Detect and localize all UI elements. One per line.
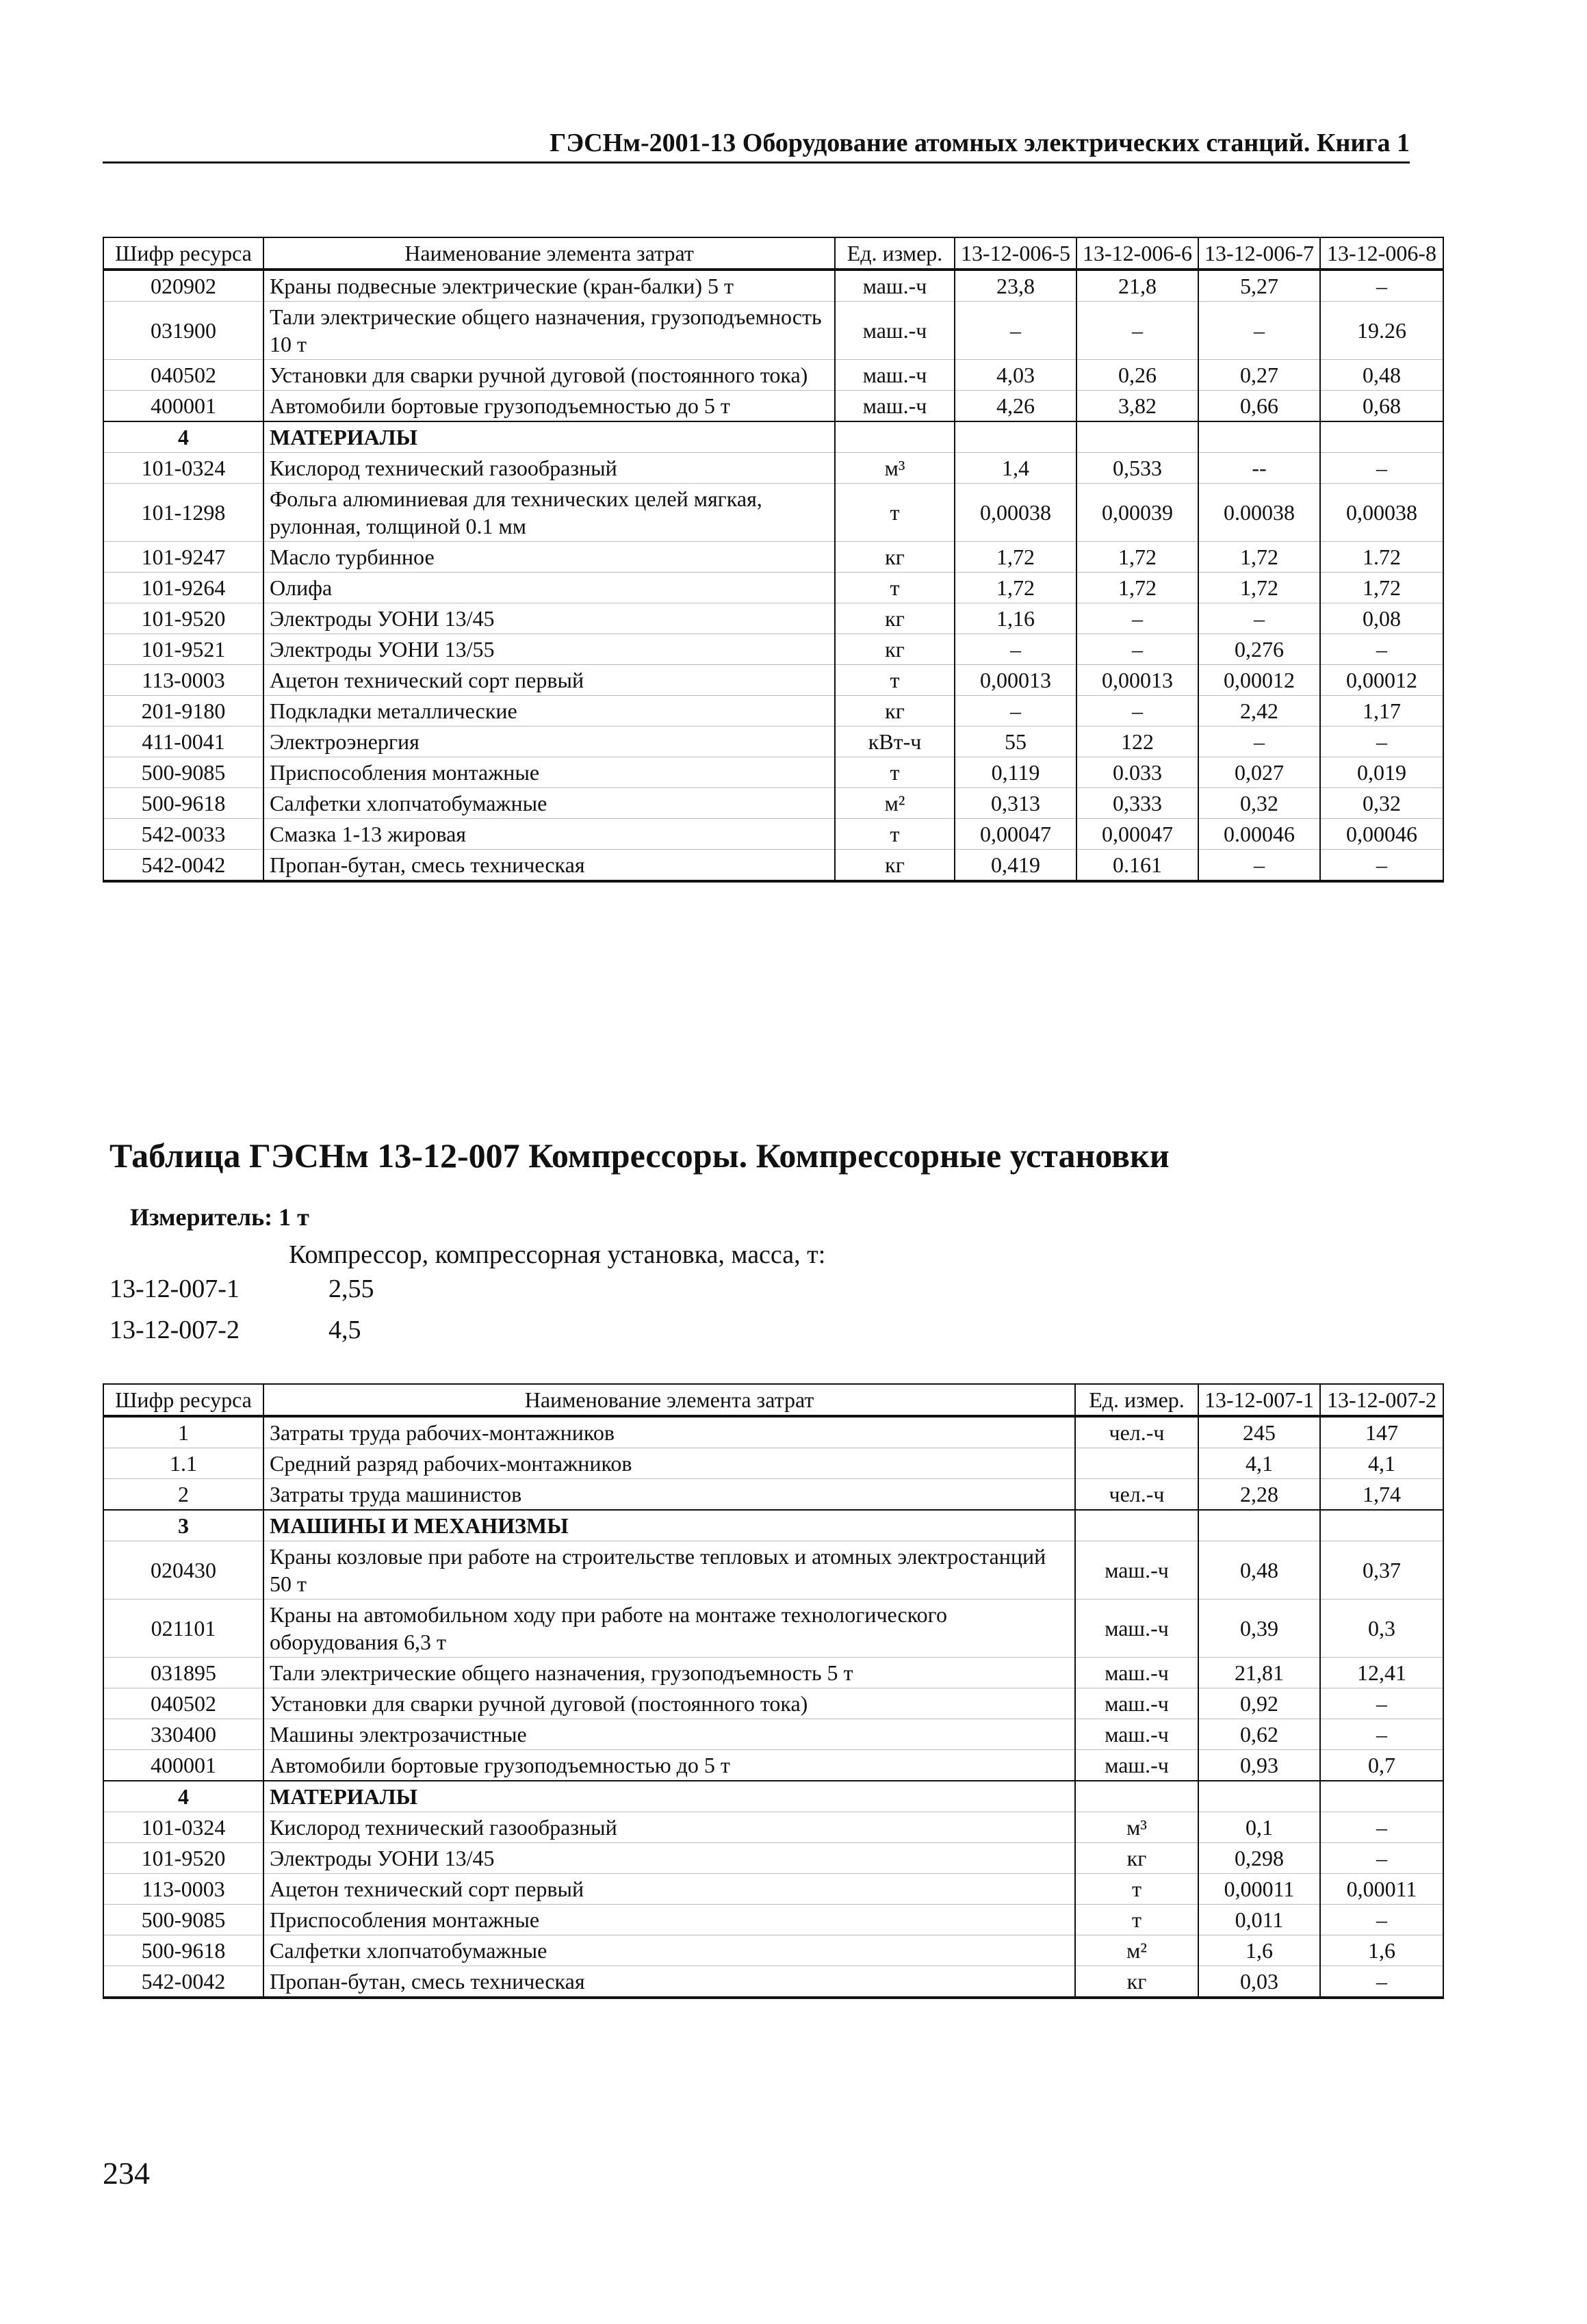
value-cell: 245	[1198, 1416, 1320, 1448]
resource-code-cell: 500-9618	[103, 788, 263, 819]
unit-cell	[1075, 1781, 1198, 1812]
column-header: 13-12-006-5	[955, 237, 1076, 270]
table-row	[103, 1812, 1443, 1843]
value-cell: --	[1198, 453, 1320, 484]
resource-name-cell: Приспособления монтажные	[263, 1905, 1075, 1935]
unit-cell: чел.-ч	[1075, 1416, 1198, 1448]
unit-cell: т	[835, 819, 955, 850]
value-cell: 0,011	[1198, 1905, 1320, 1935]
table-row	[103, 484, 1443, 542]
resource-code-cell: 2	[103, 1479, 263, 1511]
table-row	[103, 1658, 1443, 1688]
resource-name-cell: Краны на автомобильном ходу при работе на монтаже технологического оборудования 6,3 т	[263, 1600, 1075, 1658]
value-cell: –	[1198, 727, 1320, 757]
table-row	[103, 665, 1443, 696]
table-row	[103, 270, 1443, 302]
value-cell: 0.00038	[1198, 484, 1320, 542]
value-cell: 0,7	[1320, 1750, 1443, 1781]
value-cell: –	[1320, 1688, 1443, 1719]
value-cell: –	[1320, 634, 1443, 665]
resource-name-cell: МАШИНЫ И МЕХАНИЗМЫ	[263, 1510, 1075, 1541]
unit-cell: маш.-ч	[835, 360, 955, 391]
value-cell: 0,333	[1076, 788, 1198, 819]
resource-code-cell: 101-0324	[103, 1812, 263, 1843]
value-cell: –	[1076, 302, 1198, 360]
resource-name-cell: Средний разряд рабочих-монтажников	[263, 1448, 1075, 1479]
section-row	[103, 421, 1443, 453]
table-row	[103, 788, 1443, 819]
value-cell: 1,4	[955, 453, 1076, 484]
value-cell: 1,72	[1076, 542, 1198, 573]
value-cell: 23,8	[955, 270, 1076, 302]
unit-cell: т	[835, 573, 955, 603]
table-row	[103, 634, 1443, 665]
section-row	[103, 1781, 1443, 1812]
unit-cell: маш.-ч	[835, 302, 955, 360]
value-cell: –	[1198, 302, 1320, 360]
resource-code-cell: 3	[103, 1510, 263, 1541]
unit-cell: маш.-ч	[1075, 1750, 1198, 1781]
value-cell: 0,48	[1198, 1541, 1320, 1600]
value-cell: –	[1320, 727, 1443, 757]
value-cell: 0,00038	[955, 484, 1076, 542]
resource-code-cell: 500-9085	[103, 757, 263, 788]
value-cell: 5,27	[1198, 270, 1320, 302]
table-row	[103, 1843, 1443, 1874]
description-text: Компрессор, компрессорная установка, масса, т:	[289, 1240, 826, 1269]
value-cell: –	[1320, 1719, 1443, 1750]
resource-name-cell: Электроэнергия	[263, 727, 835, 757]
value-cell: 0.161	[1076, 850, 1198, 882]
resource-code-cell: 101-9520	[103, 1843, 263, 1874]
resource-code-cell: 020430	[103, 1541, 263, 1600]
resource-code-cell: 101-0324	[103, 453, 263, 484]
table-row	[103, 1600, 1443, 1658]
unit-cell: кг	[1075, 1966, 1198, 1998]
value-cell: –	[955, 696, 1076, 727]
resource-code-cell: 542-0042	[103, 1966, 263, 1998]
resource-name-cell: Кислород технический газообразный	[263, 453, 835, 484]
resource-name-cell: Электроды УОНИ 13/55	[263, 634, 835, 665]
column-header: 13-12-007-2	[1320, 1384, 1443, 1416]
value-cell: 0,27	[1198, 360, 1320, 391]
resource-code-cell: 542-0042	[103, 850, 263, 882]
value-cell: 0,03	[1198, 1966, 1320, 1998]
value-cell: 12,41	[1320, 1658, 1443, 1688]
value-cell: 4,03	[955, 360, 1076, 391]
value-cell	[1198, 421, 1320, 453]
value-cell: 4,1	[1320, 1448, 1443, 1479]
table-row	[103, 850, 1443, 882]
value-cell: –	[1320, 1905, 1443, 1935]
table-row	[103, 1719, 1443, 1750]
table-row	[103, 1750, 1443, 1781]
value-cell: 0,3	[1320, 1600, 1443, 1658]
resource-code-cell: 500-9618	[103, 1935, 263, 1966]
item-value: 4,5	[328, 1316, 361, 1344]
value-cell: 0,93	[1198, 1750, 1320, 1781]
value-cell: 0.00046	[1198, 819, 1320, 850]
value-cell: –	[955, 634, 1076, 665]
table-row	[103, 1416, 1443, 1448]
table-row	[103, 453, 1443, 484]
resource-name-cell: Электроды УОНИ 13/45	[263, 603, 835, 634]
resource-name-cell: Ацетон технический сорт первый	[263, 1874, 1075, 1905]
value-cell: 0,00047	[1076, 819, 1198, 850]
unit-cell: т	[835, 665, 955, 696]
value-cell: 0,027	[1198, 757, 1320, 788]
value-cell: 0,39	[1198, 1600, 1320, 1658]
value-cell: 0,00012	[1198, 665, 1320, 696]
column-header: 13-12-006-7	[1198, 237, 1320, 270]
table-row	[103, 1688, 1443, 1719]
resource-table-007	[103, 1383, 1444, 1999]
value-cell: –	[1320, 1843, 1443, 1874]
value-cell: 0,48	[1320, 360, 1443, 391]
value-cell: 2,28	[1198, 1479, 1320, 1511]
resource-name-cell: Пропан-бутан, смесь техническая	[263, 850, 835, 882]
resource-name-cell: Краны козловые при работе на строительстве тепловых и атомных электростанций 50 т	[263, 1541, 1075, 1600]
value-cell: 0,00013	[1076, 665, 1198, 696]
unit-cell	[1075, 1510, 1198, 1541]
resource-name-cell: Ацетон технический сорт первый	[263, 665, 835, 696]
unit-cell: чел.-ч	[1075, 1479, 1198, 1511]
value-cell: 0,1	[1198, 1812, 1320, 1843]
resource-code-cell: 201-9180	[103, 696, 263, 727]
resource-name-cell: Приспособления монтажные	[263, 757, 835, 788]
resource-name-cell: Тали электрические общего назначения, грузоподъемность 10 т	[263, 302, 835, 360]
value-cell: 0,00013	[955, 665, 1076, 696]
value-cell: 0,298	[1198, 1843, 1320, 1874]
resource-code-cell: 4	[103, 1781, 263, 1812]
page-number: 234	[103, 2156, 150, 2191]
column-header: 13-12-006-8	[1320, 237, 1443, 270]
value-cell: 0,00038	[1320, 484, 1443, 542]
unit-cell: м³	[1075, 1812, 1198, 1843]
page-header: ГЭСНм-2001-13 Оборудование атомных электрических станций. Книга 1	[103, 126, 1410, 164]
unit-cell: маш.-ч	[835, 270, 955, 302]
resource-name-cell: Фольга алюминиевая для технических целей мягкая, рулонная, толщиной 0.1 мм	[263, 484, 835, 542]
resource-name-cell: Пропан-бутан, смесь техническая	[263, 1966, 1075, 1998]
value-cell: 4,1	[1198, 1448, 1320, 1479]
value-cell: 1,72	[1076, 573, 1198, 603]
table-row	[103, 1479, 1443, 1511]
table-title: Таблица ГЭСНм 13-12-007 Компрессоры. Компрессорные установки	[109, 1136, 1170, 1175]
unit-cell: маш.-ч	[835, 391, 955, 422]
value-cell: –	[1320, 1966, 1443, 1998]
unit-cell: кг	[1075, 1843, 1198, 1874]
value-cell: 122	[1076, 727, 1198, 757]
value-cell: 1.72	[1320, 542, 1443, 573]
resource-table-006	[103, 237, 1444, 883]
table-row	[103, 1448, 1443, 1479]
unit-cell: т	[1075, 1905, 1198, 1935]
resource-name-cell: Затраты труда рабочих-монтажников	[263, 1416, 1075, 1448]
value-cell: 0,26	[1076, 360, 1198, 391]
column-header: Ед. измер.	[835, 237, 955, 270]
resource-code-cell: 101-9264	[103, 573, 263, 603]
value-cell: –	[1320, 270, 1443, 302]
unit-cell: т	[1075, 1874, 1198, 1905]
value-cell: 55	[955, 727, 1076, 757]
unit-cell: маш.-ч	[1075, 1600, 1198, 1658]
unit-cell	[835, 421, 955, 453]
value-cell	[1320, 1781, 1443, 1812]
resource-code-cell: 101-9520	[103, 603, 263, 634]
unit-cell: кг	[835, 542, 955, 573]
resource-name-cell: Подкладки металлические	[263, 696, 835, 727]
unit-cell: кг	[835, 850, 955, 882]
table-row	[103, 727, 1443, 757]
table-row	[103, 696, 1443, 727]
value-cell: –	[1320, 850, 1443, 882]
table-row	[103, 1935, 1443, 1966]
item-code: 13-12-007-2	[109, 1316, 240, 1344]
resource-name-cell: Краны подвесные электрические (кран-балки) 5 т	[263, 270, 835, 302]
resource-code-cell: 1.1	[103, 1448, 263, 1479]
column-header: Шифр ресурса	[103, 1384, 263, 1416]
table-row	[103, 302, 1443, 360]
value-cell: –	[1320, 453, 1443, 484]
unit-cell: кг	[835, 696, 955, 727]
resource-code-cell: 113-0003	[103, 665, 263, 696]
value-cell: 0,62	[1198, 1719, 1320, 1750]
resource-code-cell: 400001	[103, 391, 263, 422]
resource-code-cell: 411-0041	[103, 727, 263, 757]
resource-code-cell: 4	[103, 421, 263, 453]
resource-code-cell: 101-9247	[103, 542, 263, 573]
item-value: 2,55	[328, 1275, 374, 1303]
unit-cell: маш.-ч	[1075, 1658, 1198, 1688]
resource-name-cell: МАТЕРИАЛЫ	[263, 421, 835, 453]
resource-name-cell: Автомобили бортовые грузоподъемностью до 5 т	[263, 391, 835, 422]
resource-name-cell: Машины электрозачистные	[263, 1719, 1075, 1750]
value-cell: 0,32	[1320, 788, 1443, 819]
value-cell: –	[1198, 850, 1320, 882]
resource-code-cell: 021101	[103, 1600, 263, 1658]
value-cell: 0,92	[1198, 1688, 1320, 1719]
value-cell: 1,72	[1320, 573, 1443, 603]
value-cell: 0,533	[1076, 453, 1198, 484]
resource-name-cell: Установки для сварки ручной дуговой (постоянного тока)	[263, 360, 835, 391]
value-cell: –	[1076, 603, 1198, 634]
resource-name-cell: МАТЕРИАЛЫ	[263, 1781, 1075, 1812]
value-cell	[1076, 421, 1198, 453]
value-cell: 1,6	[1198, 1935, 1320, 1966]
table-header-row	[103, 1384, 1443, 1416]
value-cell: 0,00011	[1320, 1874, 1443, 1905]
value-cell	[1198, 1781, 1320, 1812]
resource-name-cell: Олифа	[263, 573, 835, 603]
resource-code-cell: 101-1298	[103, 484, 263, 542]
table-row	[103, 757, 1443, 788]
value-cell: 0,313	[955, 788, 1076, 819]
value-cell: 1,17	[1320, 696, 1443, 727]
value-cell: 0,37	[1320, 1541, 1443, 1600]
resource-code-cell: 101-9521	[103, 634, 263, 665]
measurer-label: Измеритель: 1 т	[130, 1203, 309, 1231]
value-cell: 0,66	[1198, 391, 1320, 422]
resource-code-cell: 400001	[103, 1750, 263, 1781]
item-row	[109, 1274, 374, 1304]
unit-cell: кВт-ч	[835, 727, 955, 757]
resource-code-cell: 031900	[103, 302, 263, 360]
value-cell: 3,82	[1076, 391, 1198, 422]
resource-name-cell: Масло турбинное	[263, 542, 835, 573]
resource-code-cell: 1	[103, 1416, 263, 1448]
table-row	[103, 542, 1443, 573]
value-cell: 1,6	[1320, 1935, 1443, 1966]
column-header: Наименование элемента затрат	[263, 1384, 1075, 1416]
value-cell	[955, 421, 1076, 453]
value-cell: 1,72	[955, 542, 1076, 573]
resource-code-cell: 542-0033	[103, 819, 263, 850]
table-header-row	[103, 237, 1443, 270]
value-cell: 1,72	[1198, 542, 1320, 573]
value-cell: 0,019	[1320, 757, 1443, 788]
table-row	[103, 1541, 1443, 1600]
value-cell	[1320, 1510, 1443, 1541]
value-cell: 0,68	[1320, 391, 1443, 422]
unit-cell: т	[835, 484, 955, 542]
resource-code-cell: 500-9085	[103, 1905, 263, 1935]
value-cell: 0,00011	[1198, 1874, 1320, 1905]
unit-cell: м²	[1075, 1935, 1198, 1966]
column-header: 13-12-006-6	[1076, 237, 1198, 270]
column-header: Ед. измер.	[1075, 1384, 1198, 1416]
value-cell: 0,00046	[1320, 819, 1443, 850]
resource-name-cell: Тали электрические общего назначения, грузоподъемность 5 т	[263, 1658, 1075, 1688]
resource-code-cell: 020902	[103, 270, 263, 302]
resource-code-cell: 113-0003	[103, 1874, 263, 1905]
value-cell: 21,81	[1198, 1658, 1320, 1688]
value-cell: 0,276	[1198, 634, 1320, 665]
unit-cell: м²	[835, 788, 955, 819]
value-cell	[1198, 1510, 1320, 1541]
value-cell: 4,26	[955, 391, 1076, 422]
value-cell: –	[955, 302, 1076, 360]
section-row	[103, 1510, 1443, 1541]
value-cell: 0,00039	[1076, 484, 1198, 542]
item-row	[109, 1315, 361, 1345]
value-cell: –	[1076, 634, 1198, 665]
table-row	[103, 603, 1443, 634]
resource-name-cell: Салфетки хлопчатобумажные	[263, 1935, 1075, 1966]
unit-cell: маш.-ч	[1075, 1719, 1198, 1750]
table-row	[103, 819, 1443, 850]
unit-cell: кг	[835, 634, 955, 665]
table-row	[103, 1905, 1443, 1935]
column-header: Шифр ресурса	[103, 237, 263, 270]
value-cell: 19.26	[1320, 302, 1443, 360]
value-cell: –	[1320, 1812, 1443, 1843]
unit-cell: маш.-ч	[1075, 1541, 1198, 1600]
table-row	[103, 1966, 1443, 1998]
value-cell	[1320, 421, 1443, 453]
unit-cell: м³	[835, 453, 955, 484]
value-cell: 0,08	[1320, 603, 1443, 634]
value-cell: 147	[1320, 1416, 1443, 1448]
resource-name-cell: Электроды УОНИ 13/45	[263, 1843, 1075, 1874]
unit-cell: кг	[835, 603, 955, 634]
unit-cell: маш.-ч	[1075, 1688, 1198, 1719]
value-cell: 1,16	[955, 603, 1076, 634]
resource-code-cell: 040502	[103, 1688, 263, 1719]
resource-name-cell: Автомобили бортовые грузоподъемностью до 5 т	[263, 1750, 1075, 1781]
value-cell: 2,42	[1198, 696, 1320, 727]
value-cell: –	[1198, 603, 1320, 634]
value-cell: 0,119	[955, 757, 1076, 788]
item-code: 13-12-007-1	[109, 1275, 240, 1303]
value-cell: 0,00047	[955, 819, 1076, 850]
value-cell: 21,8	[1076, 270, 1198, 302]
value-cell: 0,00012	[1320, 665, 1443, 696]
column-header: Наименование элемента затрат	[263, 237, 835, 270]
resource-name-cell: Смазка 1-13 жировая	[263, 819, 835, 850]
resource-name-cell: Салфетки хлопчатобумажные	[263, 788, 835, 819]
table-row	[103, 391, 1443, 422]
resource-code-cell: 031895	[103, 1658, 263, 1688]
unit-cell	[1075, 1448, 1198, 1479]
resource-name-cell: Установки для сварки ручной дуговой (постоянного тока)	[263, 1688, 1075, 1719]
resource-name-cell: Затраты труда машинистов	[263, 1479, 1075, 1511]
value-cell: 0.033	[1076, 757, 1198, 788]
column-header: 13-12-007-1	[1198, 1384, 1320, 1416]
resource-name-cell: Кислород технический газообразный	[263, 1812, 1075, 1843]
value-cell: 1,74	[1320, 1479, 1443, 1511]
value-cell: –	[1076, 696, 1198, 727]
table-row	[103, 1874, 1443, 1905]
value-cell: 0,32	[1198, 788, 1320, 819]
value-cell: 0,419	[955, 850, 1076, 882]
table-row	[103, 360, 1443, 391]
resource-code-cell: 040502	[103, 360, 263, 391]
value-cell: 1,72	[955, 573, 1076, 603]
table-row	[103, 573, 1443, 603]
value-cell: 1,72	[1198, 573, 1320, 603]
resource-code-cell: 330400	[103, 1719, 263, 1750]
unit-cell: т	[835, 757, 955, 788]
